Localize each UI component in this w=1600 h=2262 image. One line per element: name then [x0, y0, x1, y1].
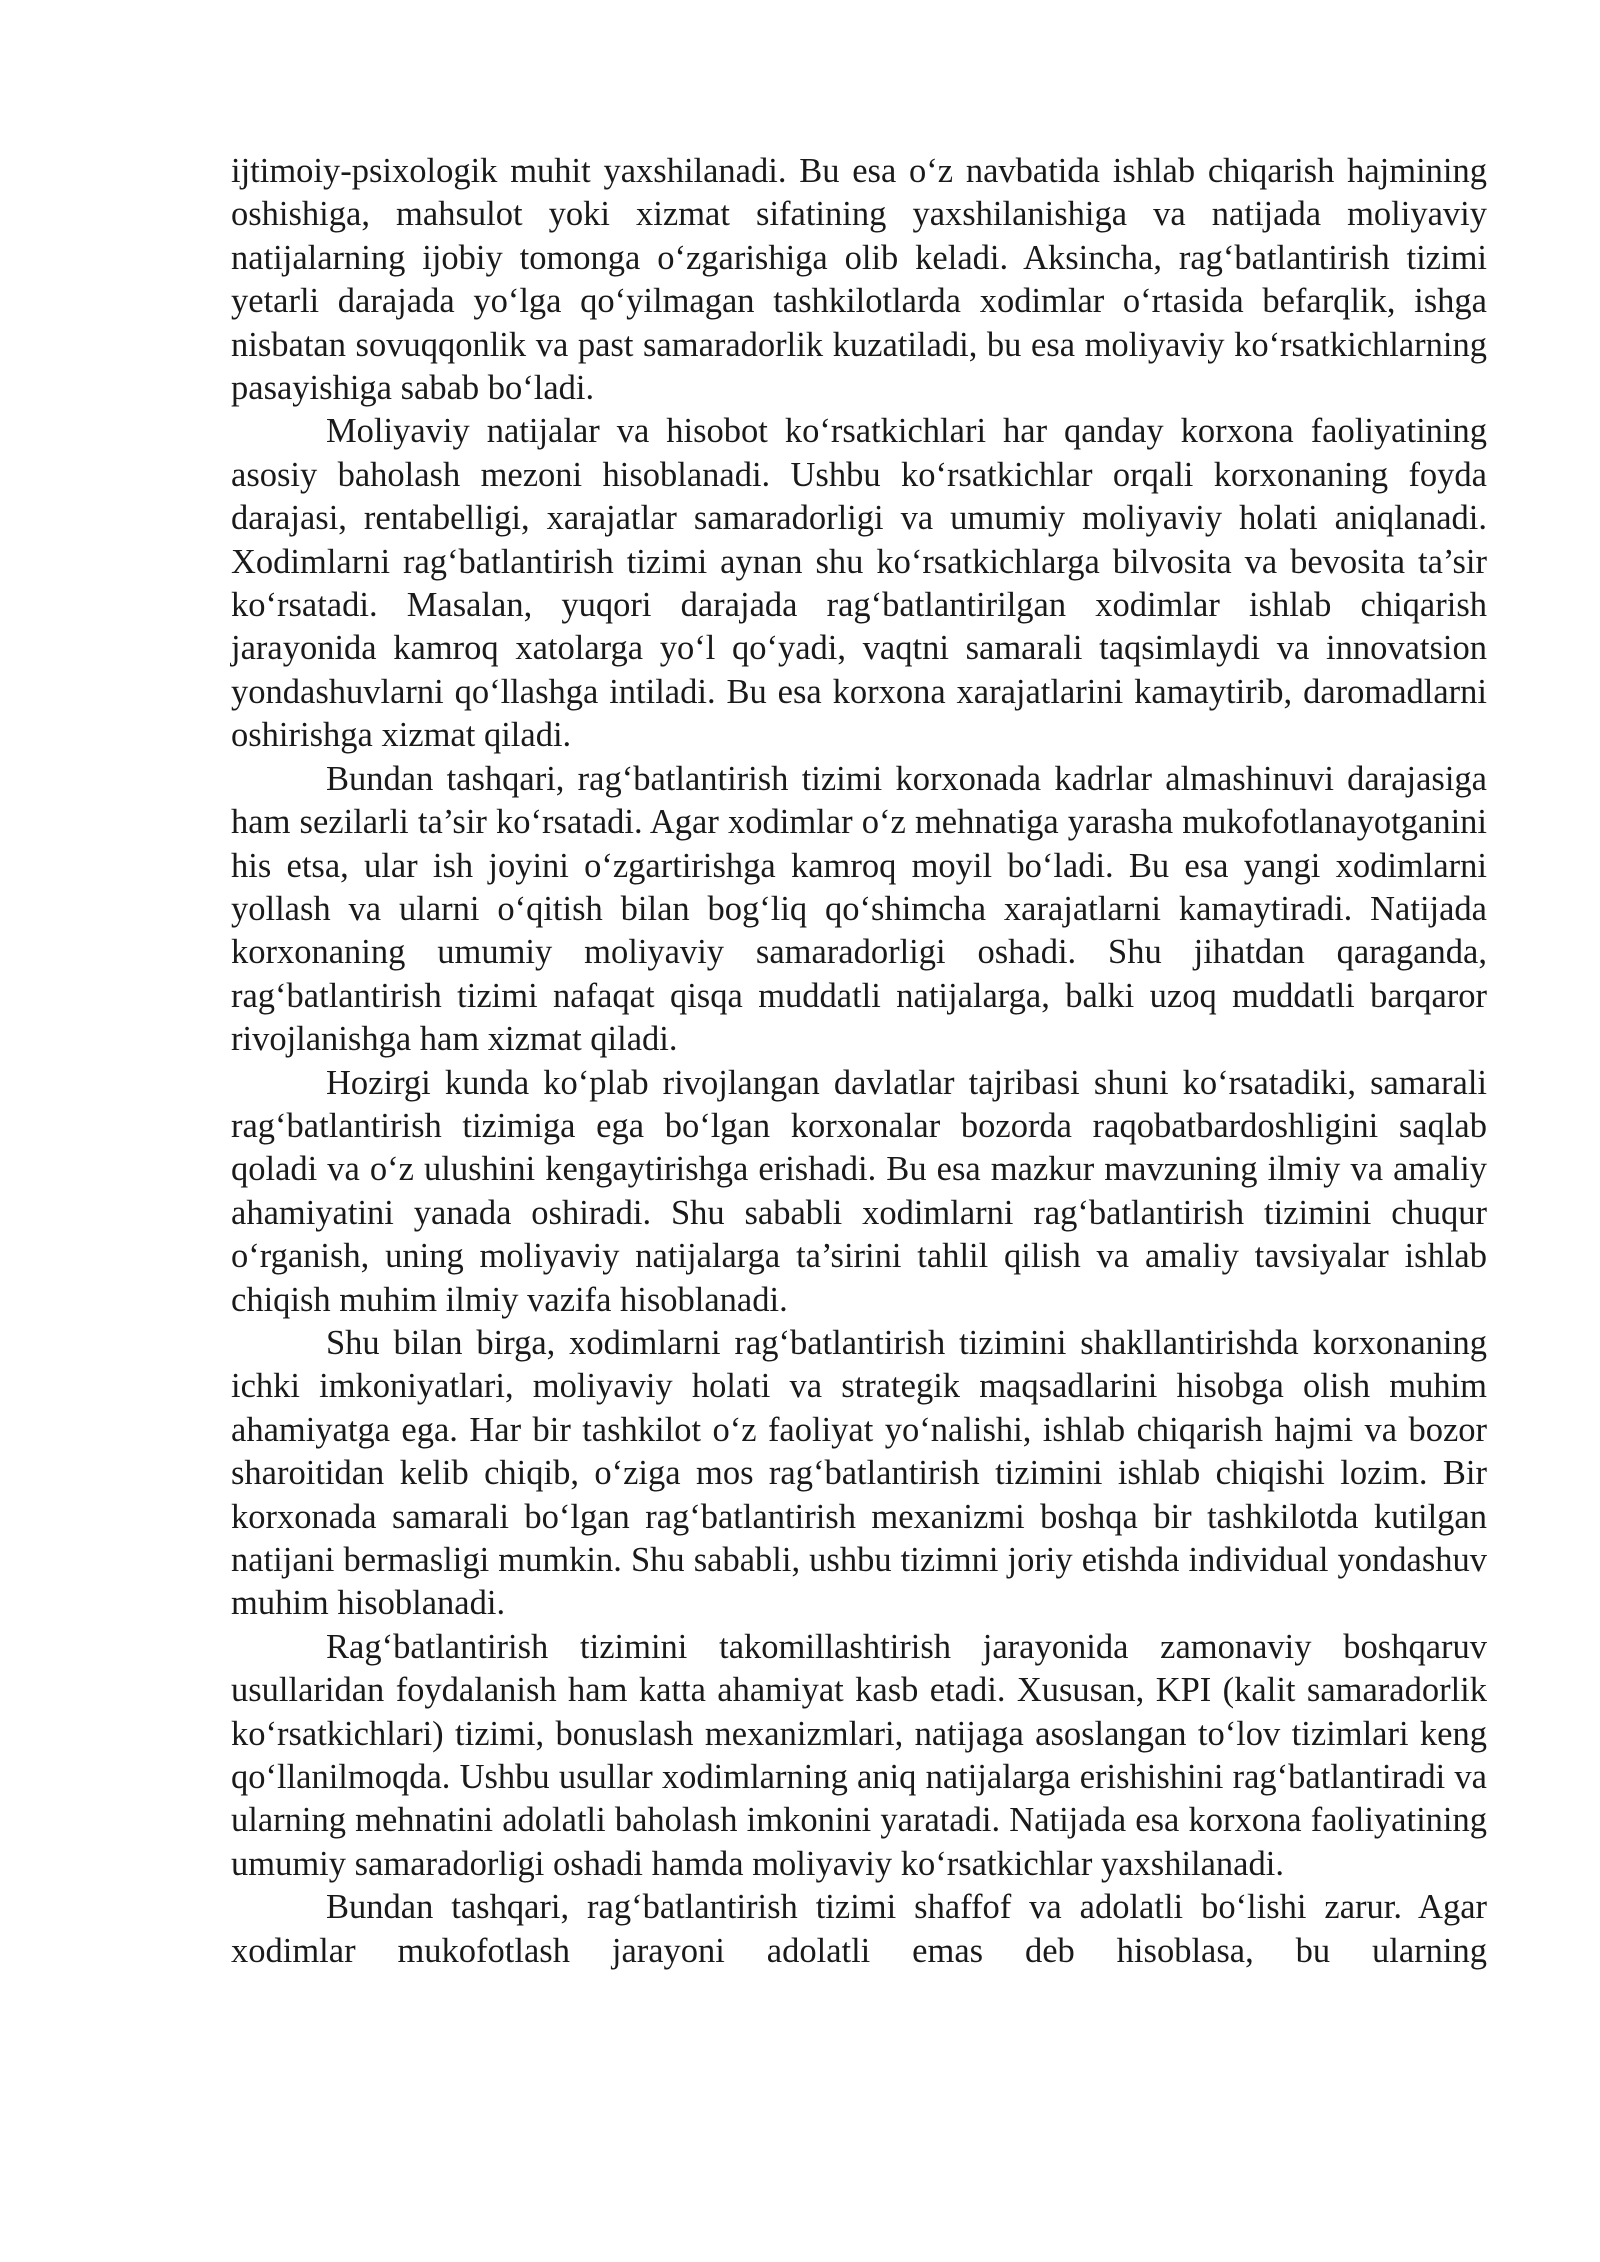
paragraph-6: Rag‘batlantirish tizimini takomillashtirish jarayonida zamonaviy boshqaruv usullaridan foydalanish ham katta ahamiyat kasb etadi. Xususan, KPI (kalit samaradorlik ko‘rsatkichlari) tizimi, bonuslash mexanizmlari, natijaga asoslangan to‘lov tizimlari keng qo‘llanilmoqda. Ushbu usullar xodimlarning aniq natijalarga erishishini rag‘batlantiradi va ularning mehnatini adolatli baholash imkonini yaratadi. Natijada esa korxona faoliyatining umumiy samaradorligi oshadi hamda moliyaviy ko‘rsatkichlar yaxshilanadi. [231, 1627, 1487, 1883]
paragraph-4: Hozirgi kunda ko‘plab rivojlangan davlatlar tajribasi shuni ko‘rsatadiki, samarali rag‘batlantirish tizimiga ega bo‘lgan korxonalar bozorda raqobatbardoshligini saqlab qoladi va o‘z ulushini kengaytirishga erishadi. Bu esa mazkur mavzuning ilmiy va amaliy ahamiyatini yanada oshiradi. Shu sababli xodimlarni rag‘batlantirish tizimini chuqur o‘rganish, uning moliyaviy natijalarga ta’sirini tahlil qilish va amaliy tavsiyalar ishlab chiqish muhim ilmiy vazifa hisoblanadi. [231, 1063, 1487, 1319]
paragraph-3: Bundan tashqari, rag‘batlantirish tizimi korxonada kadrlar almashinuvi darajasiga ham sezilarli ta’sir ko‘rsatadi. Agar xodimlar o‘z mehnatiga yarasha mukofotlanayotganini his etsa, ular ish joyini o‘zgartirishga kamroq moyil bo‘ladi. Bu esa yangi xodimlarni yollash va ularni o‘qitish bilan bog‘liq qo‘shimcha xarajatlarni kamaytiradi. Natijada korxonaning umumiy moliyaviy samaradorligi oshadi. Shu jihatdan qaraganda, rag‘batlantirish tizimi nafaqat qisqa muddatli natijalarga, balki uzoq muddatli barqaror rivojlanishga ham xizmat qiladi. [231, 759, 1487, 1059]
paragraph-7: Bundan tashqari, rag‘batlantirish tizimi shaffof va adolatli bo‘lishi zarur. Agar xodimlar mukofotlash jarayoni adolatli emas deb hisoblasa, bu ularning [231, 1888, 1487, 1970]
paragraph-1: ijtimoiy-psixologik muhit yaxshilanadi. Bu esa o‘z navbatida ishlab chiqarish hajmining oshishiga, mahsulot yoki xizmat sifatining yaxshilanishiga va natijada moliyaviy natijalarning ijobiy tomonga o‘zgarishiga olib keladi. Aksincha, rag‘batlantirish tizimi yetarli darajada yo‘lga qo‘yilmagan tashkilotlarda xodimlar o‘rtasida befarqlik, ishga nisbatan sovuqqonlik va past samaradorlik kuzatiladi, bu esa moliyaviy ko‘rsatkichlarning pasayishiga sabab bo‘ladi. [231, 152, 1487, 408]
paragraph-2: Moliyaviy natijalar va hisobot ko‘rsatkichlari har qanday korxona faoliyatining asosiy baholash mezoni hisoblanadi. Ushbu ko‘rsatkichlar orqali korxonaning foyda darajasi, rentabelligi, xarajatlar samaradorligi va umumiy moliyaviy holati aniqlanadi. Xodimlarni rag‘batlantirish tizimi aynan shu ko‘rsatkichlarga bilvosita va bevosita ta’sir ko‘rsatadi. Masalan, yuqori darajada rag‘batlantirilgan xodimlar ishlab chiqarish jarayonida kamroq xatolarga yo‘l qo‘yadi, vaqtni samarali taqsimlaydi va innovatsion yondashuvlarni qo‘llashga intiladi. Bu esa korxona xarajatlarini kamaytirib, daromadlarni oshirishga xizmat qiladi. [231, 412, 1487, 755]
paragraph-5: Shu bilan birga, xodimlarni rag‘batlantirish tizimini shakllantirishda korxonaning ichki imkoniyatlari, moliyaviy holati va strategik maqsadlarini hisobga olish muhim ahamiyatga ega. Har bir tashkilot o‘z faoliyat yo‘nalishi, ishlab chiqarish hajmi va bozor sharoitidan kelib chiqib, o‘ziga mos rag‘batlantirish tizimini ishlab chiqishi lozim. Bir korxonada samarali bo‘lgan rag‘batlantirish mexanizmi boshqa bir tashkilotda kutilgan natijani bermasligi mumkin. Shu sababli, ushbu tizimni joriy etishda individual yondashuv muhim hisoblanadi. [231, 1323, 1487, 1623]
document-page [231, 150, 1487, 1973]
